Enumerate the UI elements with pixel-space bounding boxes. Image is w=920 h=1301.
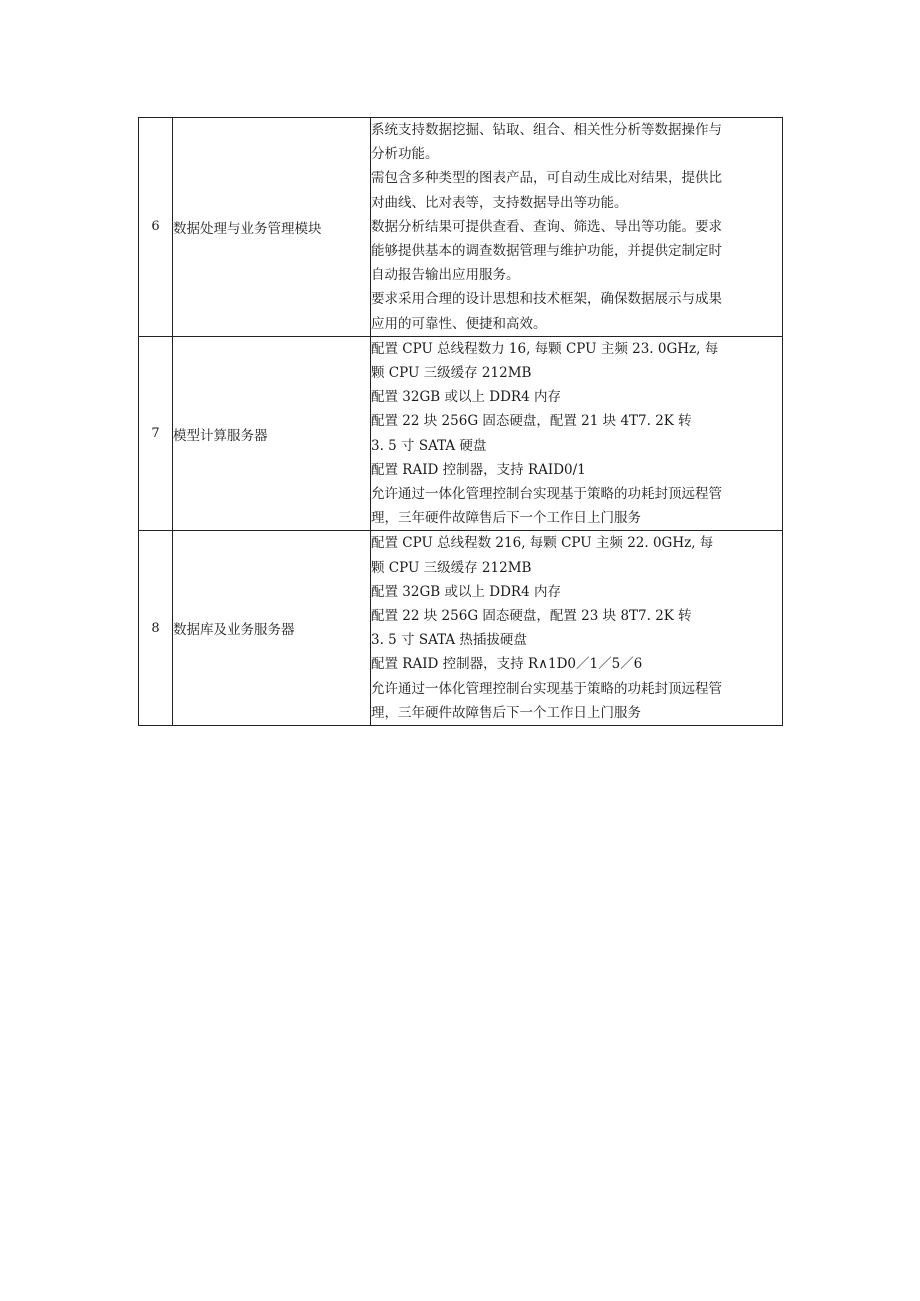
description-line: 配置 RAID 控制器，支持 R∧1D0／1／5／6: [371, 656, 643, 673]
description-line: 系统支持数据挖掘、钻取、组合、相关性分析等数据操作与: [371, 122, 722, 138]
description-line: 要求采用合理的设计思想和技术框架，确保数据展示与成果: [371, 291, 722, 308]
description-line: 允许通过一体化管理控制台实现基于策略的功耗封顶远程管: [371, 680, 722, 697]
description-line: 配置 22 块 256G 固态硬盘，配置 23 块 8T7. 2K 转: [371, 608, 692, 625]
description-line: 颗 CPU 三级缓存 212MB: [371, 559, 532, 576]
item-name: 数据库及业务服务器: [173, 531, 371, 726]
description-line: 配置 CPU 总线程数力 16, 每颗 CPU 主频 23. 0GHz, 每: [371, 340, 719, 357]
description-line: 应用的可靠性、便捷和高效。: [371, 315, 547, 332]
item-name: 模型计算服务器: [173, 336, 371, 531]
row-number: 7: [139, 336, 173, 531]
description-line: 自动报告输出应用服务。: [371, 267, 520, 284]
description-line: 配置 RAID 控制器，支持 RAID0/1: [371, 461, 586, 478]
row-number: 6: [139, 118, 173, 337]
description-line: 理，三年硬件故障售后下一个工作日上门服务: [371, 510, 641, 527]
table-row: [139, 118, 783, 337]
description-line: 需包含多种类型的图表产品，可自动生成比对结果，提供比: [371, 170, 722, 187]
description-line: 颗 CPU 三级缓存 212MB: [371, 365, 532, 382]
description-line: 分析功能。: [371, 146, 439, 163]
table-row: [139, 336, 783, 531]
spec-table: [138, 117, 783, 726]
item-description: [371, 118, 783, 337]
description-line: 允许通过一体化管理控制台实现基于策略的功耗封顶远程管: [371, 486, 722, 503]
item-name: 数据处理与业务管理模块: [173, 118, 371, 337]
description-line: 理，三年硬件故障售后下一个工作日上门服务: [371, 704, 641, 721]
description-line: 能够提供基本的调查数据管理与维护功能，并提供定制定时: [371, 243, 722, 260]
description-line: 数据分析结果可提供查看、查询、筛选、导出等功能。要求: [371, 218, 722, 235]
table-row: [139, 531, 783, 726]
description-line: 配置 32GB 或以上 DDR4 内存: [371, 389, 561, 406]
description-line: 3. 5 寸 SATA 热插拔硬盘: [371, 632, 527, 649]
description-line: 配置 22 块 256G 固态硬盘，配置 21 块 4T7. 2K 转: [371, 413, 692, 430]
description-line: 对曲线、比对表等，支持数据导出等功能。: [371, 194, 628, 211]
row-number: 8: [139, 531, 173, 726]
description-line: 配置 CPU 总线程数 216, 每颗 CPU 主频 22. 0GHz, 每: [371, 535, 714, 552]
description-line: 3. 5 寸 SATA 硬盘: [371, 437, 487, 454]
description-line: 配置 32GB 或以上 DDR4 内存: [371, 583, 561, 600]
item-description: [371, 531, 783, 726]
item-description: [371, 336, 783, 531]
